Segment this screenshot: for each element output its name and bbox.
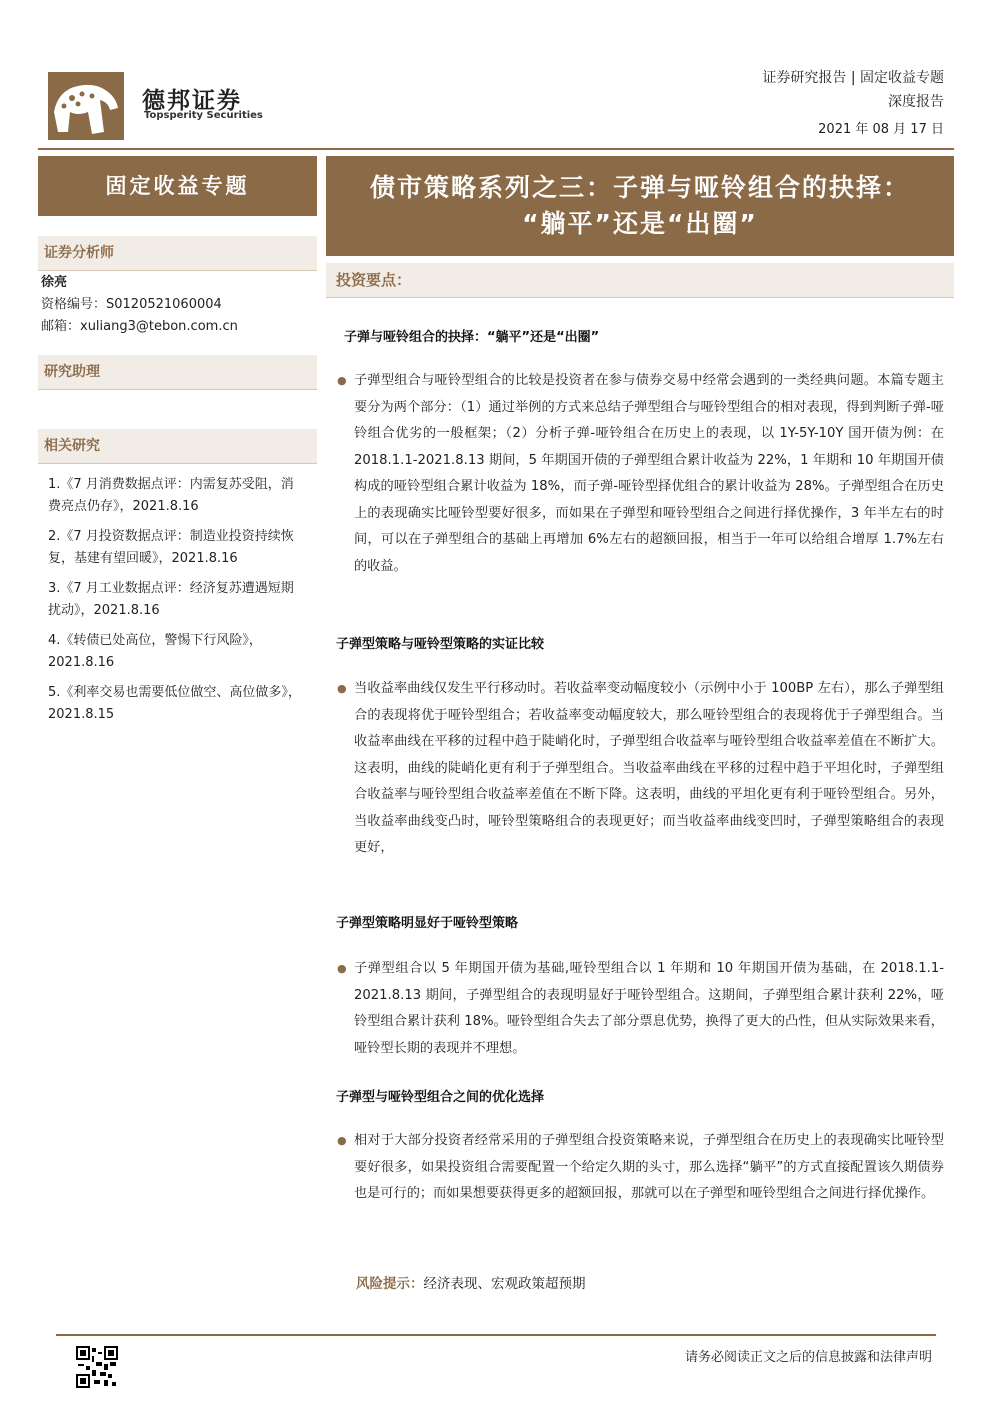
- related-item[interactable]: 1.《7 月消费数据点评：内需复苏受阻，消费亮点仍存》，2021.8.16: [48, 477, 294, 514]
- analyst-heading: 证券分析师: [44, 245, 114, 261]
- report-category: 证券研究报告 | 固定收益专题: [762, 70, 944, 86]
- section-paragraph: 相对于大部分投资者经常采用的子弹型组合投资策略来说，子弹型组合在历史上的表现确实比哑铃型要好很多，如果投资组合需要配置一个给定久期的头寸，那么选择“躺平”的方式直接配置该久期债券也是可行的；而如果想要获得更多的超额回报，那就可以在子弹型和哑铃型组合之间进行择优操作。: [354, 1133, 944, 1201]
- bullet-icon: ●: [337, 682, 347, 695]
- bullet-icon: ●: [337, 962, 347, 975]
- main-title-box: [326, 156, 954, 256]
- section-heading: 子弹型策略明显好于哑铃型策略: [336, 916, 519, 931]
- risk-label: 风险提示：: [356, 1276, 424, 1292]
- qr-code-icon[interactable]: [76, 1346, 118, 1388]
- main-title-line1: 债市策略系列之三：子弹与哑铃组合的抉择：: [369, 173, 910, 202]
- section-heading: 子弹型与哑铃型组合之间的优化选择: [336, 1090, 545, 1105]
- assistant-heading: 研究助理: [44, 364, 100, 380]
- section-paragraph: 子弹型组合以 5 年期国开债为基础,哑铃型组合以 1 年期和 10 年期国开债为基础，在 2018.1.1-2021.8.13 期间，子弹型组合的表现明显好于哑铃型组合。这期间，子弹型组合累计获利 22%，哑铃型组合累计获利 18%。哑铃型组合失去了部分票息优势，换得了更大的凸性，但从实际效果来看，哑铃型长期的表现并不理想。: [354, 961, 944, 1056]
- related-item[interactable]: 3.《7 月工业数据点评：经济复苏遭遇短期扰动》，2021.8.16: [48, 581, 294, 618]
- brand-name-cn: 德邦证券: [142, 88, 242, 114]
- footer-disclaimer: 请务必阅读正文之后的信息披露和法律声明: [684, 1350, 932, 1365]
- analyst-email[interactable]: 邮箱：xuliang3@tebon.com.cn: [41, 319, 238, 334]
- related-heading-box: [38, 429, 317, 464]
- section-paragraph: 子弹型组合与哑铃型组合的比较是投资者在参与债券交易中经常会遇到的一类经典问题。本篇专题主要分为两个部分：（1）通过举例的方式来总结子弹型组合与哑铃型组合的相对表现，得到判断子弹-哑铃组合优劣的一般框架；（2）分析子弹-哑铃组合在历史上的表现，以 1Y-5Y-10Y 国开债为例：在 2018.1.1-2021.8.13 期间，5 年期国开债的子弹型组合累计收益为 22%，1 年期和 10 年期国开债构成的哑铃型组合累计收益为 18%，而子弹-哑铃型择优组合的累计收益为 28%。子弹型组合在历史上的表现确实比哑铃型要好很多，而如果在子弹型和哑铃型组合之间进行择优操作，3 年半左右的时间，可以在子弹型组合的基础上再增加 6%左右的超额回报，相当于一年可以给组合增厚 1.7%左右的收益。: [354, 373, 944, 574]
- report-date: 2021 年 08 月 17 日: [818, 122, 944, 137]
- related-item[interactable]: 4.《转债已处高位，警惕下行风险》，2021.8.16: [48, 633, 262, 670]
- assistant-heading-box: [38, 355, 317, 390]
- report-type: 深度报告: [888, 94, 944, 110]
- bullet-icon: ●: [337, 1134, 347, 1147]
- brand-name-en: Topsperity Securities: [144, 110, 263, 121]
- related-heading: 相关研究: [44, 438, 100, 454]
- analyst-license: 资格编号：S0120521060004: [41, 297, 222, 312]
- report-category-block: [762, 66, 944, 114]
- related-item[interactable]: 5.《利率交易也需要低位做空、高位做多》，2021.8.15: [48, 685, 301, 722]
- analyst-heading-box: [38, 236, 317, 271]
- sidebar-title: 固定收益专题: [105, 174, 250, 198]
- sidebar-title-box: [38, 156, 317, 216]
- risk-note: [356, 1272, 586, 1292]
- main-title-line2: “躺平”还是“出圈”: [522, 209, 758, 238]
- risk-text: 经济表现、宏观政策超预期: [423, 1276, 586, 1292]
- analyst-info: [41, 272, 238, 338]
- footer-divider: [56, 1334, 936, 1336]
- section-heading: 子弹型策略与哑铃型策略的实证比较: [336, 637, 545, 652]
- points-heading-box: [326, 263, 954, 298]
- section-paragraph: 当收益率曲线仅发生平行移动时。若收益率变动幅度较小（示例中小于 100BP 左右），那么子弹型组合的表现将优于哑铃型组合；若收益率变动幅度较大，那么哑铃型组合的表现将优于子弹型组合。当收益率曲线在平移的过程中趋于陡峭化时，子弹型组合收益率与哑铃型组合收益率差值在不断扩大。这表明，曲线的陡峭化更有利于子弹型组合。当收益率曲线在平移的过程中趋于平坦化时，子弹型组合收益率与哑铃型组合收益率差值在不断下降。这表明，曲线的平坦化更有利于哑铃型组合。另外，当收益率曲线变凸时，哑铃型策略组合的表现更好；而当收益率曲线变凹时，子弹型策略组合的表现更好，: [354, 681, 944, 855]
- related-item[interactable]: 2.《7 月投资数据点评：制造业投资持续恢复，基建有望回暖》，2021.8.16: [48, 529, 294, 566]
- analyst-name: 徐亮: [41, 275, 68, 290]
- header-divider: [38, 148, 954, 150]
- related-list: [48, 474, 306, 734]
- brand-logo: [48, 72, 124, 140]
- section-heading: 子弹与哑铃组合的抉择：“躺平”还是“出圈”: [344, 330, 600, 345]
- bullet-icon: ●: [337, 374, 347, 387]
- points-heading: 投资要点：: [336, 271, 412, 289]
